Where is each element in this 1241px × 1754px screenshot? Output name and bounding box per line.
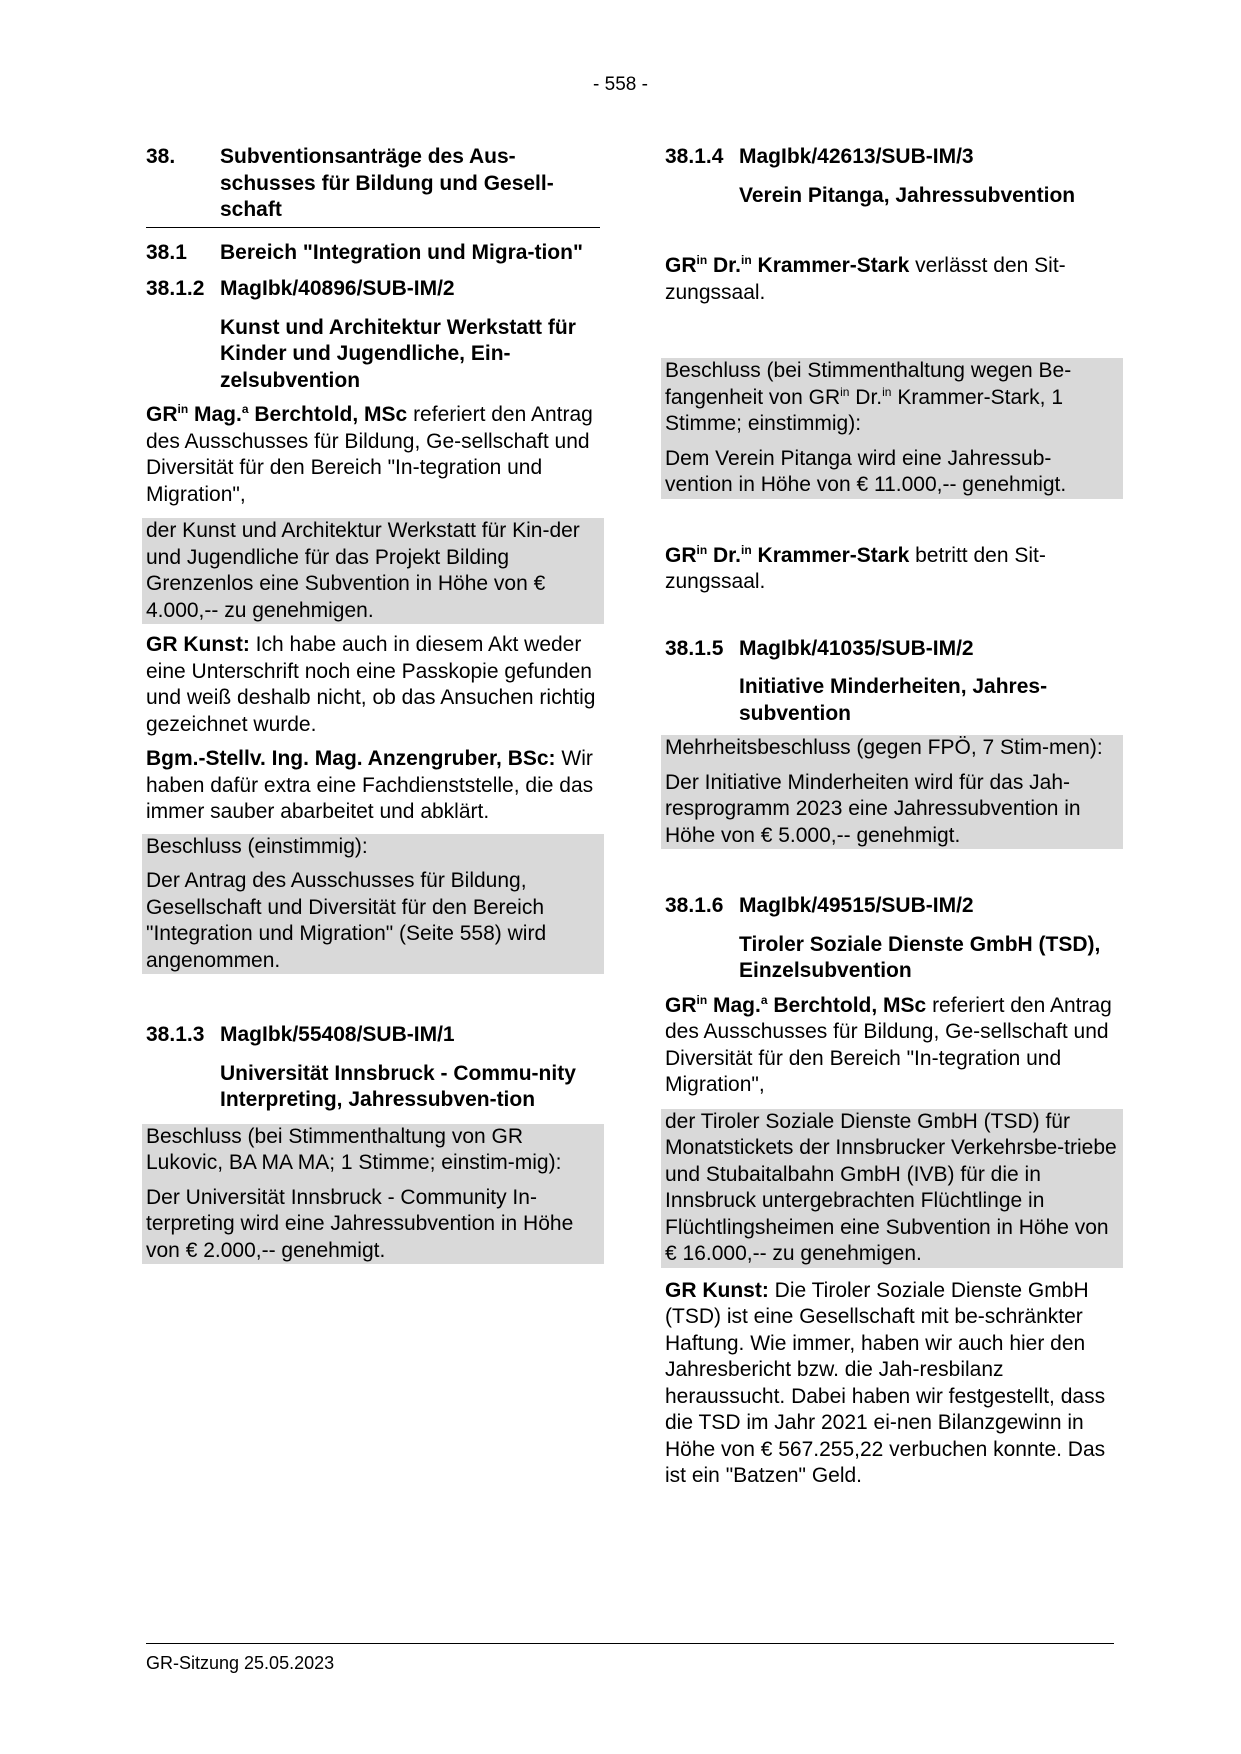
item-title: Tiroler Soziale Dienste GmbH (TSD), Einzelsubvention — [739, 932, 1101, 982]
item-number: 38.1.2 — [146, 277, 205, 300]
decision-block — [142, 1124, 604, 1265]
statement-kunst: GR Kunst: Die Tiroler Soziale Dienste GmbH (TSD) ist eine Gesellschaft mit be-schränkter Haftung. Wie immer, haben wir auch hier den Jahresbericht bzw. die Jah-resbilanz heraussucht. Dabei haben wir festgestellt, dass die TSD im Jahr 2021 ei-nen Bilanzgewinn in Höhe von € 567.255,22 verbuchen konnte. Das ist ein "Batzen" Geld. — [665, 1278, 1106, 1487]
section-heading-38-1 — [146, 240, 600, 267]
item-heading-38-1-5 — [665, 636, 1119, 663]
footer-text: GR-Sitzung 25.05.2023 — [146, 1653, 335, 1673]
section-number: 38.1 — [146, 240, 187, 264]
item-code: MagIbk/41035/SUB-IM/2 — [739, 636, 974, 660]
item-title: Initiative Minderheiten, Jahres-subvention — [739, 675, 1048, 725]
enter-note: $GR^{in}$ Dr.$^{in}$ Krammer-Stark betritt den Sit-zungssaal. — [665, 542, 1046, 593]
item-number: 38.1.4 — [665, 145, 724, 168]
decision-head: Beschluss (bei Stimmenthaltung wegen Be-fangenheit von $GR^{in}$ Dr.$^{in}$ Krammer-Stark, 1 Stimme; einstimmig): — [665, 359, 1072, 435]
decision-text: Der Antrag des Ausschusses für Bildung, Gesellschaft und Diversität für den Bereich "Integration und Migration" (Seite 558) wird angenommen. — [146, 869, 547, 972]
item-code: MagIbk/40896/SUB-IM/2 — [220, 277, 455, 300]
decision-block — [661, 735, 1123, 849]
decision-block — [142, 834, 604, 975]
section-number: 38. — [146, 145, 176, 168]
decision-block — [661, 358, 1123, 499]
item-code: MagIbk/49515/SUB-IM/2 — [739, 894, 974, 917]
item-code: MagIbk/42613/SUB-IM/3 — [739, 145, 974, 168]
left-column — [146, 144, 600, 1264]
statement-kunst: GR Kunst: Ich habe auch in diesem Akt weder eine Unterschrift noch eine Passkopie gefunden und weiß deshalb nicht, ob das Ansuchen richtig gezeichnet wurde. — [146, 633, 596, 736]
decision-head: Mehrheitsbeschluss (gegen FPÖ, 7 Stim-men): — [665, 736, 1103, 759]
item-heading-38-1-6 — [665, 893, 1119, 920]
item-heading-38-1-4 — [665, 144, 1119, 171]
right-column — [665, 144, 1119, 1490]
footer-rule — [146, 1643, 1114, 1644]
decision-head: Beschluss (einstimmig): — [146, 834, 368, 858]
speaker-paragraph: $GR^{in}$ Mag.$^a$ Berchtold, MSc referiert den Antrag des Ausschusses für Bildung, Ge-sellschaft und Diversität für den Bereich "In-tegration und Migration", — [146, 402, 593, 506]
item-title: Kunst und Architektur Werkstatt für Kinder und Jugendliche, Ein-zelsubvention — [220, 315, 576, 392]
statement-anzengruber: Bgm.-Stellv. Ing. Mag. Anzengruber, BSc: Wir haben dafür extra eine Fachdienststelle, die das immer sauber abarbeitet und abklärt. — [146, 747, 594, 823]
item-title: Universität Innsbruck - Commu-nity Interpreting, Jahressubven-tion — [220, 1061, 576, 1111]
item-code: MagIbk/55408/SUB-IM/1 — [220, 1023, 455, 1046]
leave-note: $GR^{in}$ Dr.$^{in}$ Krammer-Stark verlässt den Sit-zungssaal. — [665, 253, 1066, 304]
speaker-paragraph: $GR^{in}$ Mag.$^a$ Berchtold, MSc referiert den Antrag des Ausschusses für Bildung, Ge-sellschaft und Diversität für den Bereich "In-tegration und Migration", — [665, 992, 1112, 1096]
decision-text: Der Universität Innsbruck - Community In-terpreting wird eine Jahressubvention in Höhe von € 2.000,-- genehmigt. — [146, 1185, 574, 1262]
decision-text: Dem Verein Pitanga wird eine Jahressub-vention in Höhe von € 11.000,-- genehmigt. — [665, 446, 1067, 496]
motion-text: der Kunst und Architektur Werkstatt für Kin-der und Jugendliche für das Projekt Bilding Grenzenlos eine Subvention in Höhe von € 4.000,-- zu genehmigen. — [142, 518, 604, 624]
decision-text: Der Initiative Minderheiten wird für das Jah-resprogramm 2023 eine Jahressubvention in Höhe von € 5.000,-- genehmigt. — [665, 770, 1081, 847]
section-title: Subventionsanträge des Aus-schusses für Bildung und Gesell-schaft — [220, 145, 554, 221]
item-number: 38.1.6 — [665, 894, 724, 917]
section-title: Bereich "Integration und Migra-tion" — [220, 240, 583, 264]
decision-head: Beschluss (bei Stimmenthaltung von GR Lukovic, BA MA MA; 1 Stimme; einstim-mig): — [146, 1124, 562, 1174]
item-title: Verein Pitanga, Jahressubvention — [739, 183, 1076, 207]
page-number: - 558 - — [593, 74, 648, 95]
motion-text: der Tiroler Soziale Dienste GmbH (TSD) für Monatstickets der Innsbrucker Verkehrsbe-triebe und Stubaitalbahn GmbH (IVB) für die in Innsbruck untergebrachten Flüchtlinge in Flüchtlingsheimen eine Subvention in Höhe von € 16.000,-- zu genehmigen. — [661, 1109, 1123, 1268]
item-number: 38.1.3 — [146, 1023, 205, 1046]
section-heading-38 — [146, 144, 600, 228]
item-heading-38-1-2 — [146, 276, 600, 303]
item-heading-38-1-3 — [146, 1022, 600, 1049]
item-number: 38.1.5 — [665, 636, 724, 660]
